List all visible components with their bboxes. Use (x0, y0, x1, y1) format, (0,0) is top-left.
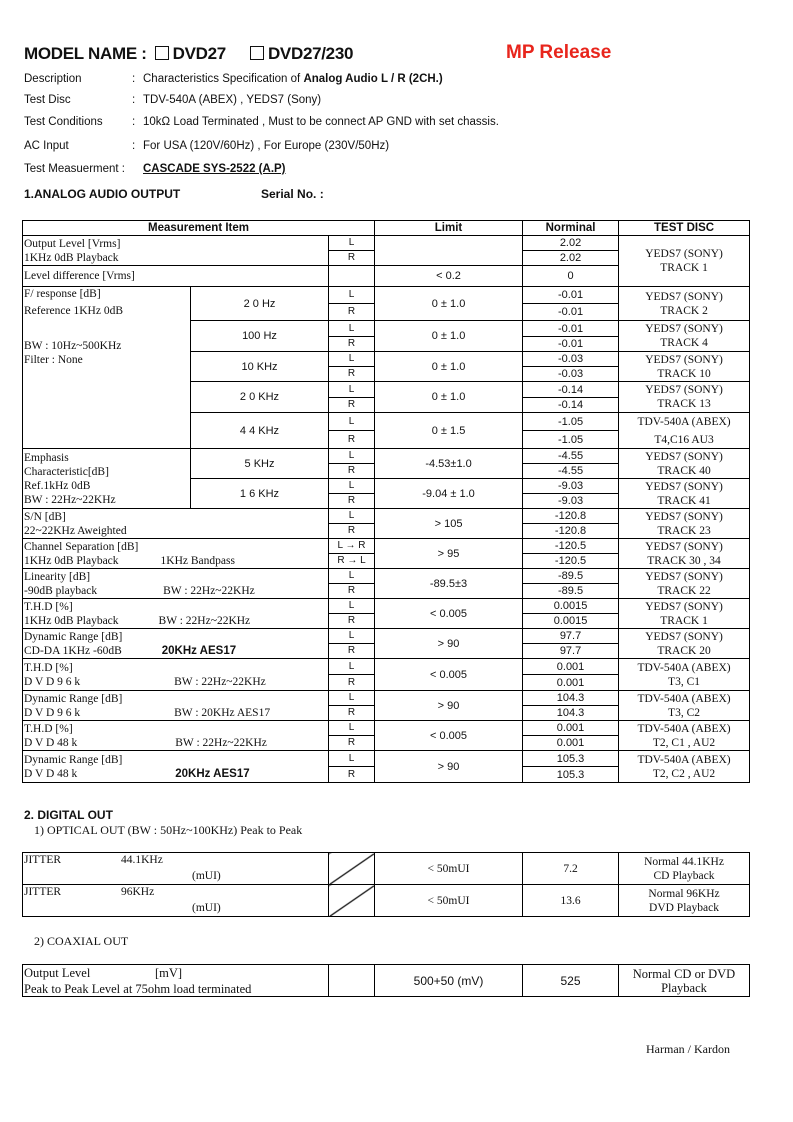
coaxial-out-title: 2) COAXIAL OUT (34, 934, 129, 948)
model-name-heading (24, 44, 353, 64)
table-row: 1 6 KHz L -9.04 ± 1.0 -9.03 YEDS7 (SONY) TRACK 41 (23, 479, 750, 494)
diagonal-cell (329, 885, 375, 917)
item-emphasis: Emphasis Characteristic[dB] Ref.1kHz 0dB BW : 22Hz~22KHz (23, 449, 191, 509)
table-row: F/ response [dB] Reference 1KHz 0dB BW : 10Hz~500KHz Filter : None 2 0 Hz L 0 ± 1.0 -0.01 YEDS7 (SONY) TRACK 2 (23, 287, 750, 304)
section1-title: 1.ANALOG AUDIO OUTPUT (24, 187, 181, 201)
header-limit: Limit (375, 221, 523, 236)
footer-brand: Harman / Kardon (646, 1042, 730, 1056)
serial-number-label: Serial No. : (261, 187, 324, 201)
item-output-level: Output Level [Vrms] 1KHz 0dB Playback (23, 236, 329, 266)
table-row: 100 Hz L 0 ± 1.0 -0.01 YEDS7 (SONY) TRACK 4 (23, 321, 750, 337)
header-measurement-item: Measurement Item (23, 221, 375, 236)
table-row: S/N [dB] 22~22KHz Aweighted L > 105 -120.8 YEDS7 (SONY) TRACK 23 (23, 509, 750, 524)
table-row: Emphasis Characteristic[dB] Ref.1kHz 0dB BW : 22Hz~22KHz 5 KHz L -4.53±1.0 -4.55 YEDS7 (SONY) TRACK 40 (23, 449, 750, 464)
checkbox-dvd27-230[interactable] (250, 46, 264, 60)
table-row: Output Level [Vrms] 1KHz 0dB Playback L 2.02 YEDS7 (SONY) TRACK 1 (23, 236, 750, 251)
disc-output-level: YEDS7 (SONY) TRACK 1 (619, 236, 750, 287)
table-row: Channel Separation [dB] 1KHz 0dB Playback 1KHz Bandpass L → R > 95 -120.5 YEDS7 (SONY) TRACK 30 , 34 (23, 539, 750, 554)
info-label: Description (24, 73, 82, 85)
release-status: MP Release (506, 42, 612, 63)
optical-out-table (22, 852, 750, 917)
coaxial-out-table (22, 964, 750, 997)
table-row: Output Level [mV] Peak to Peak Level at 75ohm load terminated 500+50 (mV) 525 Normal CD or DVD Playback (23, 965, 750, 997)
table-row: Dynamic Range [dB] D V D 9 6 k BW : 20KHz AES17 L > 90 104.3 TDV-540A (ABEX) T3, C2 (23, 691, 750, 706)
table-row: T.H.D [%] D V D 48 k BW : 22Hz~22KHz L < 0.005 0.001 TDV-540A (ABEX) T2, C1 , AU2 (23, 721, 750, 736)
model-dvd27: DVD27 (172, 44, 226, 63)
checkbox-dvd27[interactable] (155, 46, 169, 60)
table-row: JITTER 44.1KHz (mUI) < 50mUI 7.2 Normal 44.1KHz CD Playback (23, 853, 750, 885)
section2-title: 2. DIGITAL OUT (24, 808, 113, 822)
table-row: 10 KHz L 0 ± 1.0 -0.03 YEDS7 (SONY) TRACK 10 (23, 352, 750, 367)
analog-audio-table: Measurement Item Limit Norminal TEST DISC Output Level [Vrms] 1KHz 0dB Playback L 2.02 YEDS7 (SONY) TRACK 1 R 2.02 Level difference [Vrms] < 0.2 0 F/ response [dB] Reference 1KHz 0dB BW : 10Hz~500KHz Filter : None 2 0 Hz L 0 ± 1.0 -0.01 YEDS7 (SONY) TRACK 2 R -0.01 100 Hz L 0 ± 1.0 -0.01 YEDS7 (SONY) TRACK 4 R -0.01 10 KHz L 0 ± 1.0 -0.03 YEDS7 (SONY) TRACK 10 R -0.03 2 0 KHz L 0 ± 1.0 -0.14 YEDS7 (SONY) TRACK 13 R -0.14 4 4 KHz L 0 ± 1.5 -1.05 TDV-540A (ABEX) T4,C16 AU3 R -1.05 Emphasis Characteristic[dB] Ref.1kHz 0dB BW : 22Hz~22KHz 5 KHz L -4.53±1.0 -4.55 YEDS7 (SONY) TRACK 40 R -4.55 1 6 KHz L -9.04 ± 1.0 -9.03 YEDS7 (SONY) TRACK 41 R -9.03 S/N [dB] 22~22KHz Aweighted L > 105 -120.8 YEDS7 (SONY) TRACK 23 R -120.8 Channel Separation [dB] 1KHz 0dB Playback 1KHz Bandpass L → R > 95 -120.5 YEDS7 (SONY) TRACK 30 , 34 R → L -120.5 Linearity [dB] -90dB playback BW : 22Hz~22KHz L -89.5±3 -89.5 YEDS7 (SONY) TRACK 22 R -89.5 T.H.D [%] 1KHz 0dB Playback BW : 22Hz~22KHz L < 0.005 0.0015 YEDS7 (SONY) TRACK 1 R 0.0015 Dynamic Range [dB] CD-DA 1KHz -60dB 20KHz AES17 L > 90 97.7 YEDS7 (SONY) TRACK 20 R 97.7 T.H.D [%] D V D 9 6 k BW : 22Hz~22KHz L < 0.005 0.001 TDV-540A (ABEX) T3, C1 R 0.001 Dynamic Range [dB] D V D 9 6 k BW : 20KHz AES17 L > 90 104.3 TDV-540A (ABEX) T3, C2 R 104.3 T.H.D [%] D V D 48 k BW : 22Hz~22KHz L < 0.005 0.001 TDV-540A (ABEX) T2, C1 , AU2 R 0.001 Dynamic Range [dB] D V D 48 k 20KHz AES17 L > 90 105.3 TDV-540A (ABEX) T2, C2 , AU2 R 105.3 (22, 220, 750, 783)
table-row: T.H.D [%] 1KHz 0dB Playback BW : 22Hz~22KHz L < 0.005 0.0015 YEDS7 (SONY) TRACK 1 (23, 599, 750, 614)
table-row: Linearity [dB] -90dB playback BW : 22Hz~22KHz L -89.5±3 -89.5 YEDS7 (SONY) TRACK 22 (23, 569, 750, 584)
table-row: T.H.D [%] D V D 9 6 k BW : 22Hz~22KHz L < 0.005 0.001 TDV-540A (ABEX) T3, C1 (23, 659, 750, 675)
table-row: Dynamic Range [dB] D V D 48 k 20KHz AES17 L > 90 105.3 TDV-540A (ABEX) T2, C2 , AU2 (23, 751, 750, 767)
model-label: MODEL NAME : (24, 44, 147, 63)
table-row: JITTER 96KHz (mUI) < 50mUI 13.6 Normal 96KHz DVD Playback (23, 885, 750, 917)
model-dvd27-230: DVD27/230 (267, 44, 354, 63)
optical-out-title: 1) OPTICAL OUT (BW : 50Hz~100KHz) Peak to Peak (34, 823, 303, 837)
table-row: Level difference [Vrms] < 0.2 0 (23, 266, 750, 287)
table-header-row (23, 221, 750, 236)
table-row: 4 4 KHz L 0 ± 1.5 -1.05 TDV-540A (ABEX) T4,C16 AU3 (23, 413, 750, 431)
item-f-response: F/ response [dB] Reference 1KHz 0dB BW : 10Hz~500KHz Filter : None (23, 287, 191, 449)
header-test-disc: TEST DISC (619, 221, 750, 236)
table-row: 2 0 KHz L 0 ± 1.0 -0.14 YEDS7 (SONY) TRACK 13 (23, 382, 750, 398)
header-nominal: Norminal (523, 221, 619, 236)
table-row: Dynamic Range [dB] CD-DA 1KHz -60dB 20KHz AES17 L > 90 97.7 YEDS7 (SONY) TRACK 20 (23, 629, 750, 644)
diagonal-cell (329, 853, 375, 885)
